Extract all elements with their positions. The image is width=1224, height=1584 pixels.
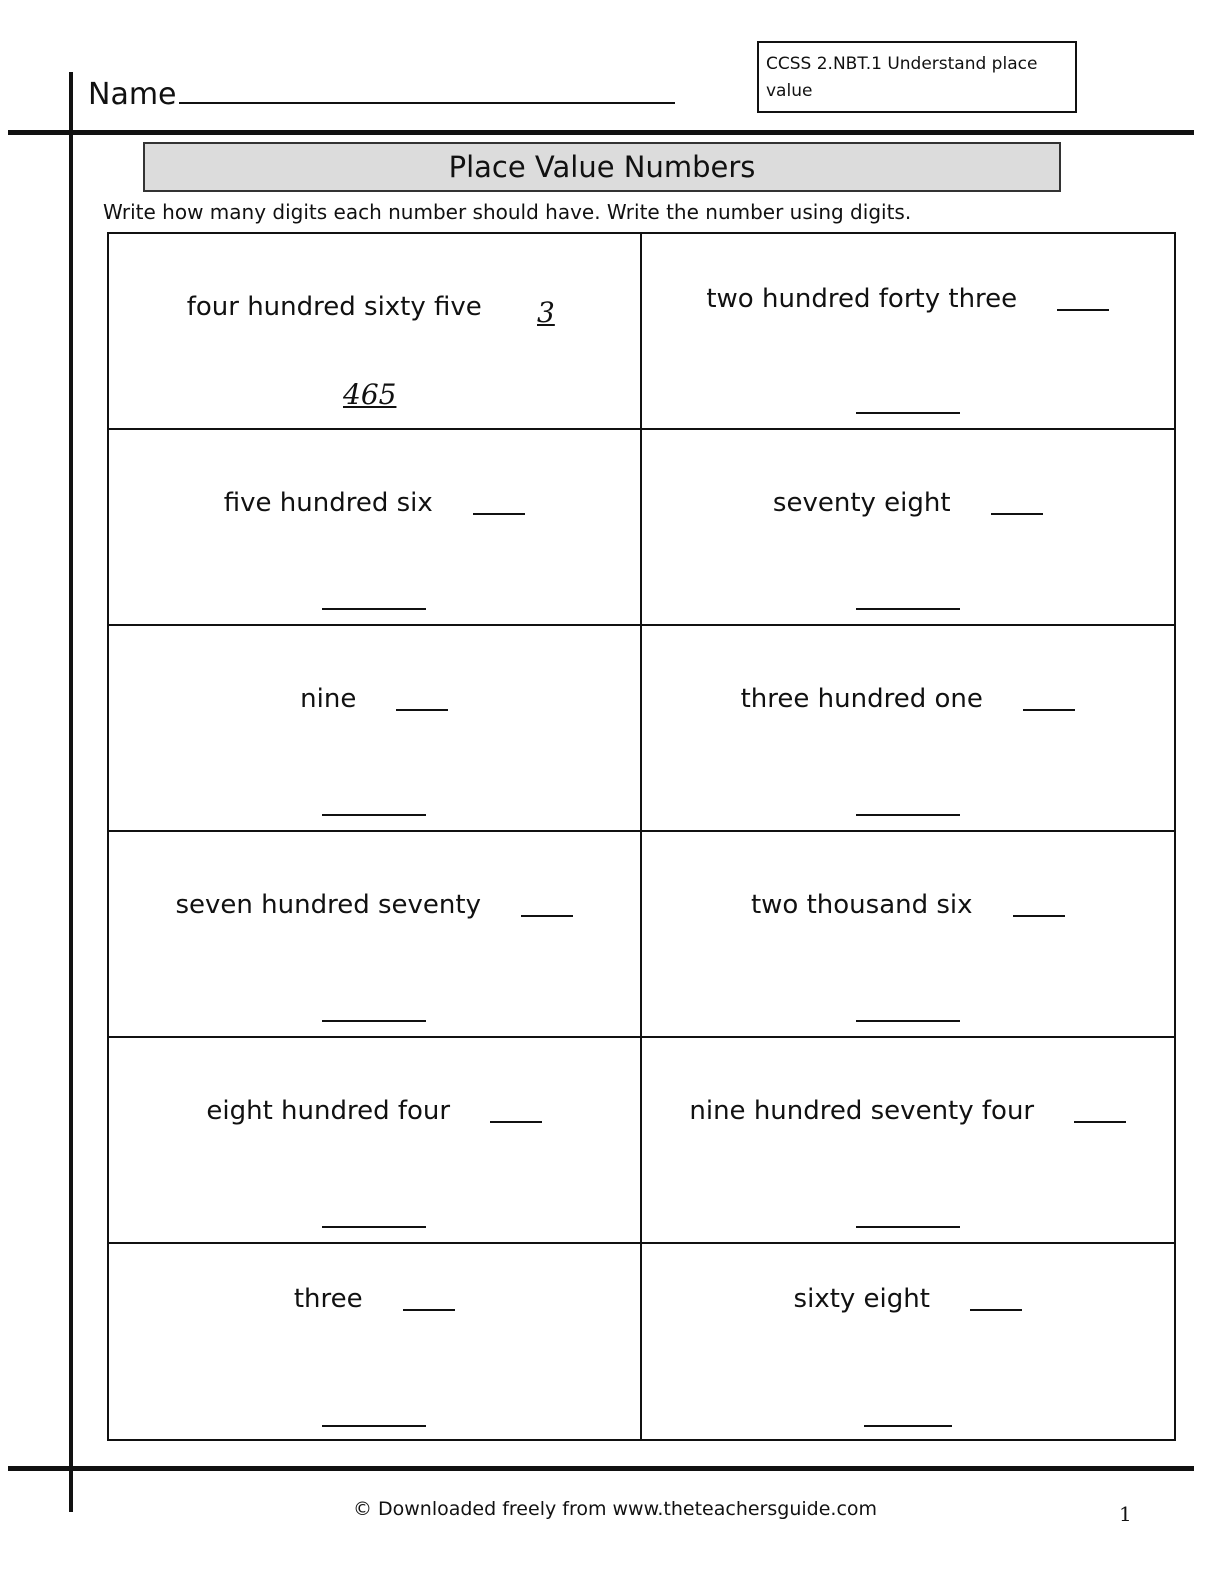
number-words: three hundred one (740, 684, 983, 714)
number-words: seventy eight (772, 488, 951, 518)
problem-cell (642, 626, 1175, 832)
digit-count-line[interactable] (991, 513, 1043, 515)
answer-line[interactable] (864, 1425, 952, 1427)
prompt (109, 684, 640, 714)
standard-box (757, 41, 1077, 113)
number-words: eight hundred four (206, 1096, 451, 1126)
page-number: 1 (1119, 1502, 1132, 1526)
answer-line[interactable] (856, 608, 960, 610)
prompt (642, 684, 1175, 714)
problem-cell (642, 832, 1175, 1038)
bottom-rule (8, 1466, 1194, 1471)
digit-count-line[interactable] (1074, 1121, 1126, 1123)
number-words: two hundred forty three (706, 284, 1018, 314)
problem-cell (642, 430, 1175, 626)
problem-cell (109, 832, 642, 1038)
answer-line[interactable] (856, 1226, 960, 1228)
name-line[interactable] (179, 70, 675, 104)
problem-cell (109, 1244, 642, 1441)
prompt (642, 1284, 1175, 1314)
problem-cell (642, 1244, 1175, 1441)
instructions: Write how many digits each number should have. Write the number using digits. (103, 200, 912, 224)
digit-count-line[interactable] (473, 513, 525, 515)
prompt (109, 1284, 640, 1314)
digit-count-line[interactable] (1023, 709, 1075, 711)
digit-count-line[interactable] (970, 1309, 1022, 1311)
answer-line[interactable] (856, 814, 960, 816)
problem-grid (107, 232, 1176, 1441)
number-words: seven hundred seventy (175, 890, 481, 920)
answer-line[interactable] (856, 412, 960, 414)
digit-count-line[interactable] (403, 1309, 455, 1311)
footer-credit: © Downloaded freely from www.theteachersguide.com (352, 1498, 878, 1520)
handwritten-digit-count: 3 (537, 296, 555, 329)
problem-cell (109, 234, 642, 430)
number-words: two thousand six (750, 890, 973, 920)
prompt (642, 488, 1175, 518)
answer-line[interactable] (322, 814, 426, 816)
page-title (143, 142, 1061, 192)
answer-line[interactable] (322, 1226, 426, 1228)
number-words: three (293, 1284, 363, 1314)
top-rule (8, 130, 1194, 135)
answer-line[interactable] (322, 1425, 426, 1427)
problem-cell (109, 430, 642, 626)
page-title-text: Place Value Numbers (448, 150, 756, 184)
number-words: sixty eight (793, 1284, 930, 1314)
name-label: Name (88, 77, 177, 112)
handwritten-number: 465 (343, 378, 397, 411)
number-words: five hundred six (223, 488, 433, 518)
prompt (109, 488, 640, 518)
digit-count-line[interactable] (396, 709, 448, 711)
prompt (109, 1096, 640, 1126)
prompt (642, 284, 1175, 314)
answer-line[interactable] (856, 1020, 960, 1022)
digit-count-line[interactable] (1057, 309, 1109, 311)
prompt (642, 1096, 1175, 1126)
name-field[interactable] (88, 70, 675, 112)
digit-count-line[interactable] (490, 1121, 542, 1123)
prompt (109, 890, 640, 920)
number-words: nine hundred seventy four (689, 1096, 1035, 1126)
standard-text: CCSS 2.NBT.1 Understand place value (766, 54, 1038, 101)
number-words: nine (300, 684, 357, 714)
margin-rule (69, 72, 73, 1512)
problem-cell (642, 234, 1175, 430)
problem-cell (109, 1038, 642, 1244)
answer-line[interactable] (322, 608, 426, 610)
digit-count-line[interactable] (1013, 915, 1065, 917)
digit-count-line[interactable] (521, 915, 573, 917)
problem-cell (642, 1038, 1175, 1244)
answer-line[interactable] (322, 1020, 426, 1022)
prompt (642, 890, 1175, 920)
number-words: four hundred sixty five (186, 292, 482, 322)
problem-cell (109, 626, 642, 832)
